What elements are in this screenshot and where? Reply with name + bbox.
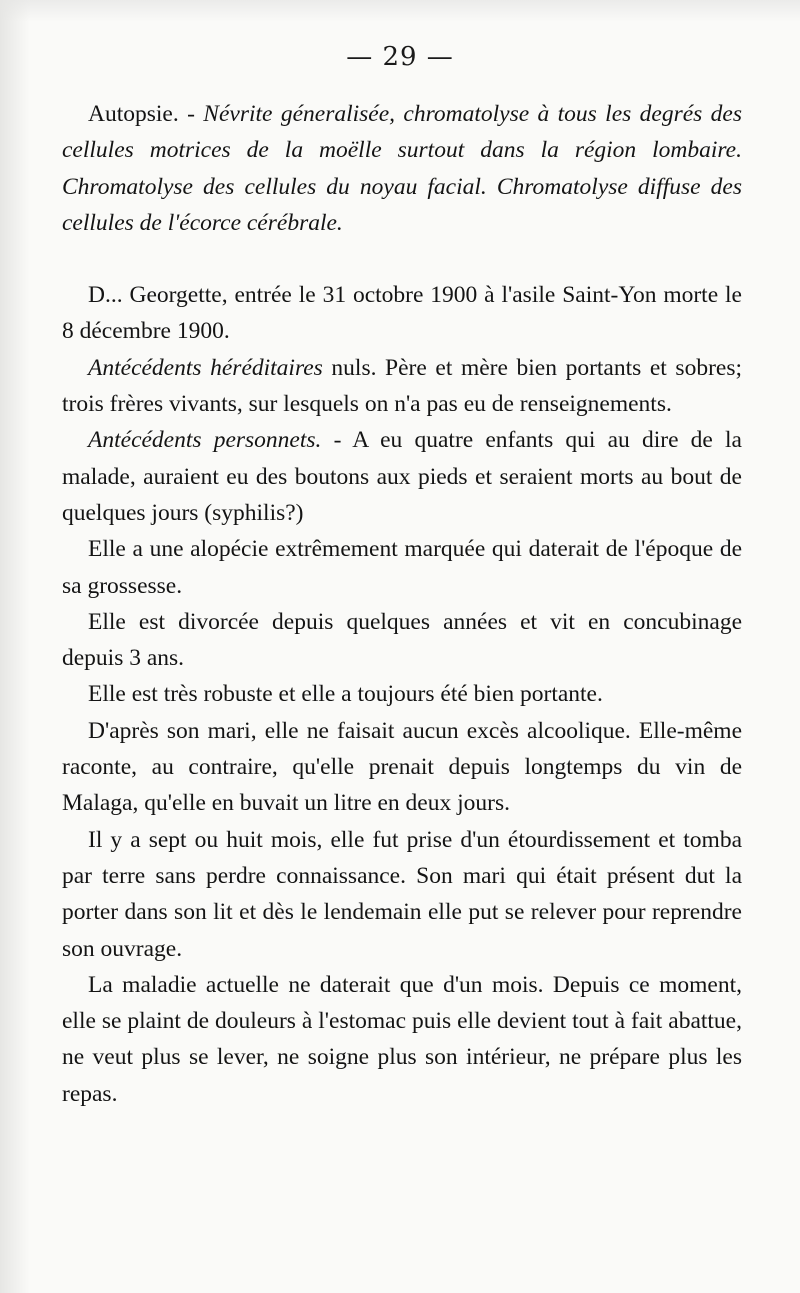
paragraph-hereditary [62,350,742,423]
autopsie-label: Autopsie. - [88,101,204,127]
personal-heading: Antécédents personnets. [88,427,322,454]
personal-text: - A eu quatre enfants qui au dire de la malade, auraient eu des boutons aux pieds et seraient morts au bout de quelques jours (syphilis?) [62,427,742,526]
page-number: — 29 — [346,42,454,72]
autopsie-findings: Névrite géneralisée, chromatolyse à tous les degrés des cellules motrices de la moëlle surtout dans la région lombaire. Chromatolyse des cellules du noyau facial. Chromatolyse diffuse des cellules de l'écorce cérébrale. [62,101,742,236]
paragraph-alcohol: D'après son mari, elle ne faisait aucun excès alcoolique. Elle-même raconte, au contraire, qu'elle prenait depuis longtemps du vin de Malaga, qu'elle en buvait un litre en deux jours. [62,717,742,817]
hereditary-text: nuls. Père et mère bien portants et sobres; trois frères vivants, sur lesquels on n'a pas eu de renseignements. [62,354,742,418]
paragraph-autopsie [62,96,742,241]
paragraph-health: Elle est très robuste et elle a toujours été bien portante. [88,681,603,708]
paragraph-divorce: Elle est divorcée depuis quelques années et vit en concubinage depuis 3 ans. [62,608,742,672]
body-text [62,96,742,1112]
paragraph-alopecia: Elle a une alopécie extrêmement marquée qui daterait de l'époque de sa grossesse. [62,536,742,599]
paragraph-patient: D... Georgette, entrée le 31 octobre 1900 à l'asile Saint-Yon morte le 8 décembre 1900. [62,282,742,345]
scan-shadow-left [0,0,30,1293]
hereditary-heading: Antécédents héréditaires [88,354,323,381]
paragraph-current-illness: La maladie actuelle ne daterait que d'un mois. Depuis ce moment, elle se plaint de douleurs à l'estomac puis elle devient tout à fait abattue, ne veut plus se lever, ne soigne plus son intérieur, ne prépare plus les repas. [62,971,742,1107]
paragraph-dizziness: Il y a sept ou huit mois, elle fut prise d'un étourdissement et tomba par terre sans perdre connaissance. Son mari qui était présent dut la porter dans son lit et dès le lendemain elle put se relever pour reprendre son ouvrage. [62,826,742,962]
scan-shadow-top [0,0,800,22]
paragraph-personal [62,422,742,531]
